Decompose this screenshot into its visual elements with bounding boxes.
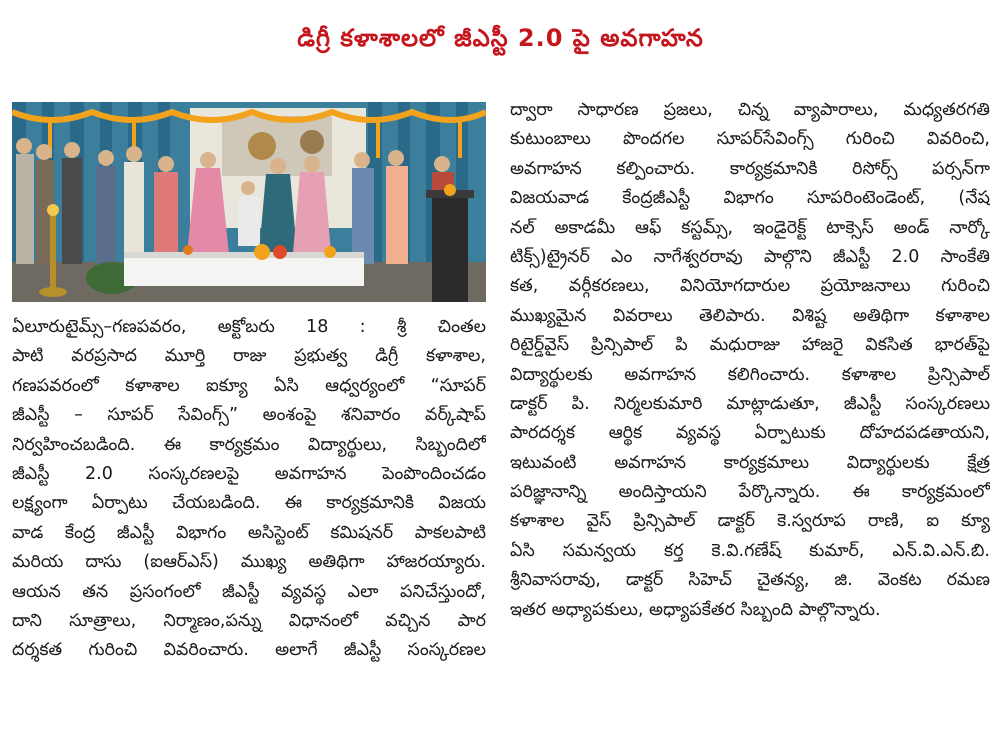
paragraph-line: కత, వర్గీకరణలు, వినియోగదారుల ప్రయోజనాలు గురించి (510, 276, 990, 297)
paragraph-line: పరిజ్ఞానాన్ని అందిస్తాయని పేర్కొన్నారు. ఈ కార్యక్రమంలో (510, 482, 990, 503)
paragraph-line: గణపవరంలో కళాశాల ఐక్యూ ఏసి ఆధ్వర్యంలో “సూపర్ (12, 375, 486, 396)
paragraph-line: ఏసి సమన్వయ కర్త కె.వి.గణేష్ కుమార్, ఎన్.వి.ఎన్.బి. (510, 540, 990, 561)
paragraph-line: ఇటువంటి అవగాహన కార్యక్రమాలు విద్యార్థులకు క్షేత్ర (510, 452, 990, 473)
paragraph-line: కళాశాల వైస్ ప్రిన్సిపాల్ డాక్టర్ కె.స్వరూప రాణి, ఐ క్యూ (510, 511, 990, 532)
paragraph-line: ద్వారా సాధారణ ప్రజలు, చిన్న వ్యాపారాలు, మధ్యతరగతి (510, 100, 990, 120)
paragraph-line: రిటైర్డ్‌వైస్ ప్రిన్సిపాల్ పి మధురాజు హాజరై వికసిత భారత్‌పై (510, 335, 990, 356)
paragraph-line: నల్ అకాడమీ ఆఫ్ కస్టమ్స్, ఇండైరెక్ట్ టాక్సెస్ అండ్ నార్కో (510, 217, 990, 238)
paragraph-line: విజయవాడ కేంద్రజీఎస్టీ విభాగం సూపరింటెండెంట్, (నేష (510, 188, 990, 209)
paragraph-line: దాని సూత్రాలు, నిర్మాణం,పన్ను విధానంలో వచ్చిన పార (12, 610, 486, 631)
paragraph-line: ఇతర అధ్యాపకులు, అధ్యాపకేతర సిబ్బంది పాల్గొన్నారు. (510, 599, 881, 620)
paragraph-line: ఆయన తన ప్రసంగంలో జీఎస్టీ వ్యవస్థ ఎలా పనిచేస్తుందో, (12, 581, 486, 602)
paragraph-line: పారదర్శక ఆర్థిక వ్యవస్థ ఏర్పాటుకు దోహదపడతాయని, (510, 423, 990, 444)
paragraph-line: డాక్టర్ పి. నిర్మలకుమారి మాట్లాడుతూ, జీఎస్టీ సంస్కరణలు (510, 393, 990, 414)
paragraph-line: జీఎస్టీ – సూపర్ సేవింగ్స్” అంశంపై శనివారం వర్క్‌షాప్ (12, 405, 486, 426)
paragraph-line: లక్ష్యంగా ఏర్పాటు చేయబడింది. ఈ కార్యక్రమానికి విజయ (12, 493, 486, 514)
paragraph-line: కుటుంబాలు పొందగల సూపర్‌సేవింగ్స్ గురించి వివరించి, (510, 129, 990, 150)
article-headline: డిగ్రీ కళాశాలలో జీఎస్టీ 2.0 పై అవగాహన (297, 24, 704, 52)
paragraph-line: ఏలూరుటైమ్స్–గణపవరం, అక్టోబరు 18 : శ్రీ చింతల (12, 317, 486, 337)
paragraph-line: మరియ దాసు (ఐఆర్ఎస్) ముఖ్య అతిథిగా హాజరయ్యారు. (12, 552, 486, 573)
paragraph-line: టిక్స్)ట్రైనర్ ఎం నాగేశ్వరరావు పాల్గొని జీఎస్టీ 2.0 సాంకేతి (510, 246, 990, 267)
left-column (12, 313, 486, 666)
right-column (510, 96, 990, 625)
paragraph-line: జీఎస్టీ 2.0 సంస్కరణలపై అవగాహన పెంపొందించడం (12, 463, 486, 484)
paragraph-line: విద్యార్థులకు అవగాహన కలిగించారు. కళాశాల ప్రిన్సిపాల్ (510, 364, 990, 385)
paragraph-line: అవగాహన కల్పించారు. కార్యక్రమానికి రిసోర్స్ పర్సన్‌గా (510, 158, 990, 179)
paragraph-line: దర్శకత గురించి వివరించారు. అలాగే జీఎస్టీ సంస్కరణల (12, 640, 486, 661)
paragraph-line: వాడ కేంద్ర జీఎస్టీ విభాగం అసిస్టెంట్ కమిషనర్ పాకలపాటి (12, 522, 486, 543)
paragraph-line: పాటి వరప్రసాద మూర్తి రాజు ప్రభుత్వ డిగ్రీ కళాశాల, (12, 346, 486, 367)
paragraph-line: శ్రీనివాసరావు, డాక్టర్ సిహెచ్ చైతన్య, జి. వెంకట రమణ (510, 570, 990, 591)
paragraph-line: ముఖ్యమైన వివరాలు తెలిపారు. విశిష్ట అతిథిగా కళాశాల (510, 305, 990, 326)
event-photo (12, 102, 486, 302)
paragraph-line: నిర్వహించబడింది. ఈ కార్యక్రమం విద్యార్థులు, సిబ్బందిలో (12, 434, 486, 455)
